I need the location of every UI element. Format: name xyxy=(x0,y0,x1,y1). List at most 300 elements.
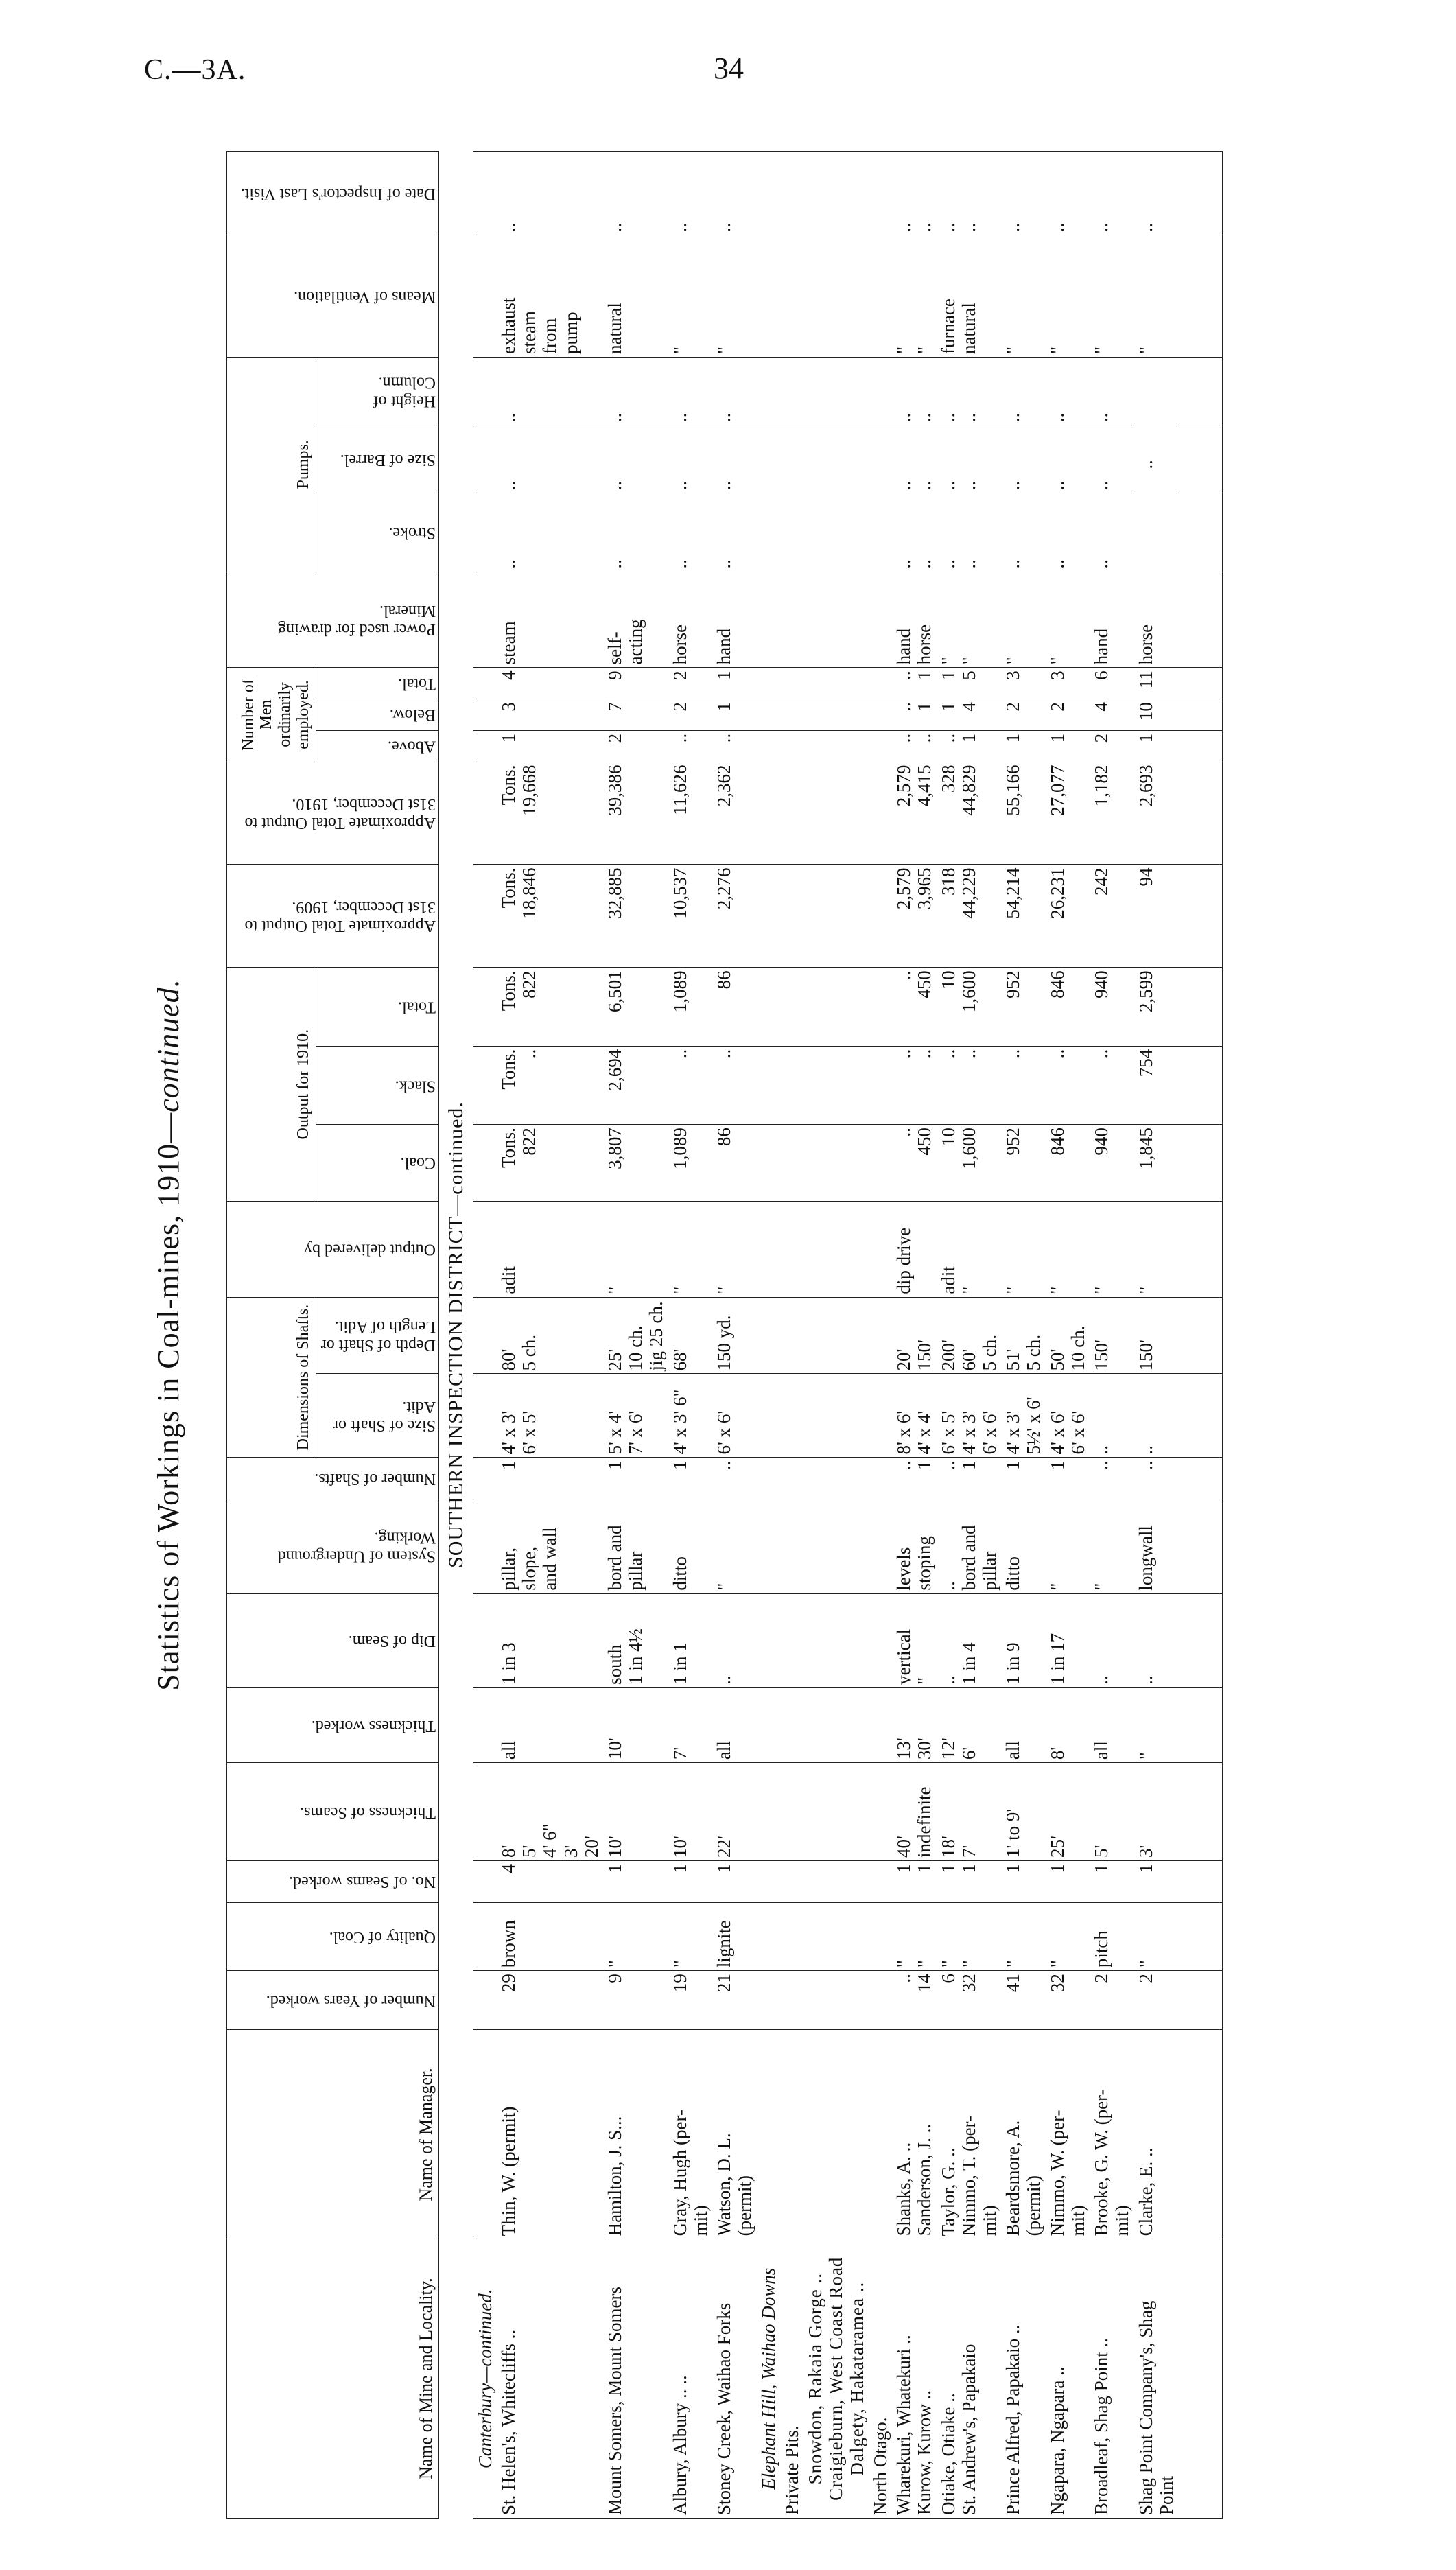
cell-stroke: .. xyxy=(712,493,756,572)
cell-coal: 86 xyxy=(712,1125,756,1202)
cell-quality: " xyxy=(668,1903,712,1971)
cell-depth: 80' 5 ch. xyxy=(497,1297,603,1374)
cell-slack: .. xyxy=(712,1046,756,1124)
cell-delivered: adit xyxy=(497,1201,603,1297)
cell-dip: .. xyxy=(1090,1593,1134,1687)
cell-power: hand xyxy=(712,572,756,668)
cell-stroke: .. xyxy=(1090,493,1134,572)
cell-dip xyxy=(780,1593,803,1687)
header-number-of-shafts: Number of Shafts. xyxy=(227,1458,439,1499)
cell-shafts: .. xyxy=(1090,1458,1134,1499)
cell-slack: .. xyxy=(668,1046,712,1124)
cell-men-total: 11 xyxy=(1134,668,1178,699)
cell-approx-1910: 328 44,829 xyxy=(937,762,1002,865)
cell-coal: 3,807 xyxy=(603,1125,668,1202)
cell-seams: 1 1 xyxy=(937,1861,1002,1903)
cell-ventilation: furnace natural xyxy=(937,235,1002,358)
cell-approx-1909: 10,537 xyxy=(668,865,712,968)
cell-system: " xyxy=(1046,1499,1090,1593)
cell-approx-1909: 26,231 xyxy=(1046,865,1090,968)
cell-delivered: " xyxy=(1046,1201,1090,1297)
cell-slack: .. .. xyxy=(892,1046,936,1124)
cell-approx-1909: 94 xyxy=(1134,865,1178,968)
cell-mine: Stoney Creek, Waihao Forks xyxy=(712,2239,756,2519)
cell-depth: 150 yd. xyxy=(712,1297,756,1374)
cell-manager: Shanks, A. .. Sanderson, J. .. xyxy=(892,2030,936,2239)
cell-approx-1910: 2,693 xyxy=(1134,762,1178,865)
cell-approx-1909: 2,579 3,965 xyxy=(892,865,936,968)
cell-coal: 10 1,600 xyxy=(937,1125,1002,1202)
cell-total: .. 450 xyxy=(892,968,936,1046)
cell-seams: 1 xyxy=(1001,1861,1045,1903)
cell-size: .. xyxy=(1134,1374,1178,1458)
cell-stroke: .. xyxy=(497,493,603,572)
cell-quality: " xyxy=(603,1903,668,1971)
cell-shafts xyxy=(780,1458,803,1499)
cell-delivered: " xyxy=(668,1201,712,1297)
cell-ventilation xyxy=(869,235,892,358)
cell-approx-1910 xyxy=(869,762,892,865)
cell-barrel: .. xyxy=(603,425,668,493)
cell-inspector: .. xyxy=(1090,152,1134,235)
cell-quality xyxy=(780,1903,803,1971)
cell-depth: 50' 10 ch. xyxy=(1046,1297,1090,1374)
cell-shafts: .. 1 xyxy=(892,1458,936,1499)
cell-mine: Prince Alfred, Papakaio .. xyxy=(1001,2239,1045,2519)
cell-men-total: 2 xyxy=(668,668,712,699)
cell-size: 6' x 5' 4' x 3' 6' x 6' xyxy=(937,1374,1002,1458)
cell-system: longwall xyxy=(1134,1499,1178,1593)
cell-men-total: 4 xyxy=(497,668,603,699)
cell-slack: .. xyxy=(1090,1046,1134,1124)
cell-thickness-seams: 1' to 9' xyxy=(1001,1763,1045,1861)
cell-column: .. xyxy=(668,358,712,425)
cell-depth xyxy=(780,1297,803,1374)
header-seams: No. of Seams worked. xyxy=(227,1861,439,1903)
cell-approx-1909: Tons. 18,846 xyxy=(497,865,603,968)
cell-barrel: .. .. xyxy=(937,425,1002,493)
cell-above: 2 xyxy=(603,730,668,762)
cell-manager: Thin, W. (permit) xyxy=(497,2030,603,2239)
header-below: Below. xyxy=(316,699,439,731)
cell-power: self- acting xyxy=(603,572,668,668)
header-men: Number of Men ordinarily employed. xyxy=(227,668,316,762)
header-slack: Slack. xyxy=(316,1046,439,1124)
cell-total: 6,501 xyxy=(603,968,668,1046)
table-row xyxy=(712,152,756,2519)
cell-system: pillar, slope, and wall xyxy=(497,1499,603,1593)
cell-stroke: .. .. xyxy=(892,493,936,572)
cell-thickness-seams: 18' 7' xyxy=(937,1763,1002,1861)
cell-above: 1 xyxy=(497,730,603,762)
cell-total: 846 xyxy=(1046,968,1090,1046)
cell-coal: 846 xyxy=(1046,1125,1090,1202)
cell-inspector: .. xyxy=(1046,152,1090,235)
cell-men-total: 3 xyxy=(1001,668,1045,699)
cell-dip xyxy=(869,1593,892,1687)
cell-thickness-worked: 8' xyxy=(1046,1687,1090,1762)
header-delivered: Output delivered by xyxy=(227,1201,439,1297)
cell-size: 8' x 6' 4' x 4' xyxy=(892,1374,936,1458)
cell-seams: 4 xyxy=(497,1861,603,1903)
cell-size xyxy=(869,1374,892,1458)
header-barrel: Size of Barrel. xyxy=(316,425,439,493)
cell-size: 4' x 3' 6" xyxy=(668,1374,712,1458)
cell-dip: 1 in 1 xyxy=(668,1593,712,1687)
cell-dip: .. 1 in 4 xyxy=(937,1593,1002,1687)
page-number: 34 xyxy=(714,51,744,85)
cell-above: 1 xyxy=(1134,730,1178,762)
cell-seams: 1 xyxy=(668,1861,712,1903)
header-years: Number of Years worked. xyxy=(227,1971,439,2030)
cell-approx-1910: 1,182 xyxy=(1090,762,1134,865)
cell-manager: Watson, D. L. (permit) xyxy=(712,2030,756,2239)
table-row xyxy=(869,152,892,2519)
cell-below: 3 xyxy=(497,699,603,731)
cell-total: 1,089 xyxy=(668,968,712,1046)
cell-seams xyxy=(869,1861,892,1903)
cell-seams: 1 xyxy=(712,1861,756,1903)
cell-below: 1 4 xyxy=(937,699,1002,731)
cell-pumps-electric: .. xyxy=(1134,358,1178,572)
cell-dip: 1 in 9 xyxy=(1001,1593,1045,1687)
cell-manager xyxy=(780,2030,803,2239)
cell-column: .. .. xyxy=(937,358,1002,425)
cell-delivered: " xyxy=(1134,1201,1178,1297)
cell-slack: Tons. .. xyxy=(497,1046,603,1124)
cell-size: 4' x 6' 6' x 6' xyxy=(1046,1374,1090,1458)
cell-mine: Broadleaf, Shag Point .. xyxy=(1090,2239,1134,2519)
cell-total xyxy=(780,968,803,1046)
cell-quality: " " xyxy=(937,1903,1002,1971)
cell-manager xyxy=(869,2030,892,2239)
cell-approx-1910: 2,579 4,415 xyxy=(892,762,936,865)
cell-coal xyxy=(780,1125,803,1202)
cell-barrel: .. .. xyxy=(892,425,936,493)
cell-coal: 940 xyxy=(1090,1125,1134,1202)
cell-ventilation: " xyxy=(1090,235,1134,358)
cell-quality: lignite xyxy=(712,1903,756,1971)
cell-slack xyxy=(780,1046,803,1124)
cell-stroke: .. xyxy=(603,493,668,572)
cell-years: 19 xyxy=(668,1971,712,2030)
cell-below xyxy=(780,699,803,731)
cell-approx-1910: 11,626 xyxy=(668,762,712,865)
cell-mine: Private Pits. xyxy=(780,2239,803,2519)
cell-power: " xyxy=(1001,572,1045,668)
cell-total: 940 xyxy=(1090,968,1134,1046)
cell-ventilation: " xyxy=(1046,235,1090,358)
cell-barrel xyxy=(780,425,803,493)
cell-years: 32 xyxy=(1046,1971,1090,2030)
cell-delivered: adit " xyxy=(937,1201,1002,1297)
cell-coal: 1,089 xyxy=(668,1125,712,1202)
cell-thickness-worked: all xyxy=(1090,1687,1134,1762)
header-inspector-visit: Date of Inspector's Last Visit. xyxy=(227,152,439,235)
cell-delivered: " xyxy=(1001,1201,1045,1297)
cell-column: .. xyxy=(1090,358,1134,425)
cell-years: 6 32 xyxy=(937,1971,1002,2030)
cell-depth: 51' 5 ch. xyxy=(1001,1297,1045,1374)
cell-dip: vertical " xyxy=(892,1593,936,1687)
cell-size: 6' x 6' xyxy=(712,1374,756,1458)
cell-stroke: .. xyxy=(1046,493,1090,572)
cell-inspector: .. xyxy=(1134,152,1178,235)
cell-manager: Taylor, G. .. Nimmo, T. (per- mit) xyxy=(937,2030,1002,2239)
header-quality: Quality of Coal. xyxy=(227,1903,439,1971)
cell-mine: Ngapara, Ngapara .. xyxy=(1046,2239,1090,2519)
cell-seams: 1 xyxy=(1046,1861,1090,1903)
cell-shafts: 1 xyxy=(668,1458,712,1499)
cell-seams: 1 xyxy=(603,1861,668,1903)
cell-ventilation: exhaust steam from pump xyxy=(497,235,603,358)
cell-approx-1909: 242 xyxy=(1090,865,1134,968)
cell-total: Tons. 822 xyxy=(497,968,603,1046)
table-row xyxy=(473,152,497,2519)
cell-stroke xyxy=(869,493,892,572)
cell-thickness-seams: 3' xyxy=(1134,1763,1178,1861)
cell-approx-1909 xyxy=(780,865,803,968)
cell-above: .. xyxy=(668,730,712,762)
table-row xyxy=(668,152,712,2519)
cell-size: 4' x 3' 6' x 5' xyxy=(497,1374,603,1458)
cell-thickness-seams: 5' xyxy=(1090,1763,1134,1861)
cell-inspector: .. xyxy=(497,152,603,235)
cell-slack: 754 xyxy=(1134,1046,1178,1124)
cell-stroke: .. xyxy=(668,493,712,572)
cell-manager: Brooke, G. W. (per- mit) xyxy=(1090,2030,1134,2239)
cell-inspector: .. xyxy=(668,152,712,235)
cell-slack xyxy=(869,1046,892,1124)
cell-barrel xyxy=(869,425,892,493)
cell-barrel: .. xyxy=(1001,425,1045,493)
table-row xyxy=(780,152,803,2519)
cell-coal: .. 450 xyxy=(892,1125,936,1202)
header-stroke: Stroke. xyxy=(316,493,439,572)
cell-manager: Clarke, E. .. xyxy=(1134,2030,1178,2239)
cell-thickness-seams: 10' xyxy=(603,1763,668,1861)
cell-barrel: .. xyxy=(1090,425,1134,493)
cell-thickness-seams: 8' 5' 4' 6" 3' 20' xyxy=(497,1763,603,1861)
cell-depth: 150' xyxy=(1090,1297,1134,1374)
cell-power: horse xyxy=(668,572,712,668)
cell-thickness-seams: 25' xyxy=(1046,1763,1090,1861)
cell-thickness-worked: all xyxy=(497,1687,603,1762)
header-dip: Dip of Seam. xyxy=(227,1593,439,1687)
cell-shafts: 1 xyxy=(1046,1458,1090,1499)
table-row xyxy=(603,152,668,2519)
cell-depth: 200' 60' 5 ch. xyxy=(937,1297,1002,1374)
header-name-locality: Name of Mine and Locality. xyxy=(227,2239,439,2519)
cell-below: 2 xyxy=(1001,699,1045,731)
cell-below: 10 xyxy=(1134,699,1178,731)
cell-delivered: " xyxy=(603,1201,668,1297)
table-body xyxy=(439,152,1223,2519)
cell-mine: Albury, Albury .. .. xyxy=(668,2239,712,2519)
cell-column: .. xyxy=(712,358,756,425)
header-depth: Depth of Shaft or Length of Adit. xyxy=(316,1297,439,1374)
header-above: Above. xyxy=(316,730,439,762)
cell-above: 1 xyxy=(1046,730,1090,762)
cell-delivered: " xyxy=(712,1201,756,1297)
cell-thickness-worked: all xyxy=(712,1687,756,1762)
cell-barrel: .. xyxy=(1046,425,1090,493)
cell-men-total xyxy=(780,668,803,699)
cell-inspector xyxy=(780,152,803,235)
cell-coal xyxy=(869,1125,892,1202)
cell-manager: Nimmo, W. (per- mit) xyxy=(1046,2030,1090,2239)
cell-shafts: 1 xyxy=(1001,1458,1045,1499)
cell-dip: .. xyxy=(712,1593,756,1687)
cell-seams: 1 1 xyxy=(892,1861,936,1903)
cell-power xyxy=(780,572,803,668)
header-thickness-worked: Thickness worked. xyxy=(227,1687,439,1762)
header-ventilation: Means of Ventilation. xyxy=(227,235,439,358)
cell-ventilation: " xyxy=(1001,235,1045,358)
header-power: Power used for drawing Mineral. xyxy=(227,572,439,668)
table-row xyxy=(937,152,1002,2519)
cell-years: 41 xyxy=(1001,1971,1045,2030)
cell-inspector: .. xyxy=(1001,152,1045,235)
title-main: Statistics of Workings in Coal-mines, 1910— xyxy=(152,1112,185,1691)
cell-system xyxy=(780,1499,803,1593)
cell-below: 2 xyxy=(668,699,712,731)
cell-delivered: " xyxy=(1090,1201,1134,1297)
cell-system: " xyxy=(1090,1499,1134,1593)
cell-years: 2 xyxy=(1134,1971,1178,2030)
table-row xyxy=(1001,152,1045,2519)
cell-mine: St. Helen's, Whitecliffs .. xyxy=(497,2239,603,2519)
cell-depth: 25' 10 ch. jig 25 ch. xyxy=(603,1297,668,1374)
table-row xyxy=(892,152,936,2519)
cell-dip: 1 in 17 xyxy=(1046,1593,1090,1687)
cell-years: 29 xyxy=(497,1971,603,2030)
cell-thickness-worked xyxy=(869,1687,892,1762)
cell-column: .. xyxy=(1001,358,1045,425)
cell-years xyxy=(869,1971,892,2030)
cell-shafts: 1 xyxy=(603,1458,668,1499)
cell-approx-1909: 54,214 xyxy=(1001,865,1045,968)
cell-dip: south 1 in 4½ xyxy=(603,1593,668,1687)
cell-approx-1910: 27,077 xyxy=(1046,762,1090,865)
cell-inspector: .. .. xyxy=(892,152,936,235)
header-approx-1909: Approximate Total Output to 31st December, 1909. xyxy=(227,865,439,968)
cell-mine: Mount Somers, Mount Somers xyxy=(603,2239,668,2519)
cell-power xyxy=(869,572,892,668)
header-total: Total. xyxy=(316,968,439,1046)
cell-approx-1910: 39,386 xyxy=(603,762,668,865)
cell-men-total: 1 5 xyxy=(937,668,1002,699)
cell-column: .. xyxy=(497,358,603,425)
cell-years: .. 14 xyxy=(892,1971,936,2030)
table-row xyxy=(1134,152,1178,2519)
header-coal: Coal. xyxy=(316,1125,439,1202)
cell-power: " xyxy=(1046,572,1090,668)
header-men-total: Total. xyxy=(316,668,439,699)
cell-seams: 1 xyxy=(1090,1861,1134,1903)
section-heading: SOUTHERN INSPECTION DISTRICT—continued. xyxy=(445,1101,467,1568)
cell-ventilation: " xyxy=(712,235,756,358)
cell-thickness-seams: 40' indefinite xyxy=(892,1763,936,1861)
cell-column: .. xyxy=(1046,358,1090,425)
cell-coal: 952 xyxy=(1001,1125,1045,1202)
cell-size: 5' x 4' 7' x 6' xyxy=(603,1374,668,1458)
cell-seams xyxy=(780,1861,803,1903)
cell-approx-1909 xyxy=(869,865,892,968)
cell-mine: Shag Point Company's, Shag Point xyxy=(1134,2239,1178,2519)
cell-barrel: .. xyxy=(668,425,712,493)
cell-thickness-worked: 13' 30' xyxy=(892,1687,936,1762)
cell-system: ditto xyxy=(1001,1499,1045,1593)
cell-system: .. bord and pillar xyxy=(937,1499,1002,1593)
cell-column: .. .. xyxy=(892,358,936,425)
cell-thickness-worked: " xyxy=(1134,1687,1178,1762)
cell-below: 2 xyxy=(1046,699,1090,731)
cell-total: 86 xyxy=(712,968,756,1046)
header-pumps: Pumps. xyxy=(227,358,316,572)
cell-thickness-worked: 7' xyxy=(668,1687,712,1762)
cell-above xyxy=(869,730,892,762)
cell-above: .. 1 xyxy=(937,730,1002,762)
cell-shafts: .. xyxy=(1134,1458,1178,1499)
header-dimensions: Dimensions of Shafts. xyxy=(227,1297,316,1458)
cell-manager: Beardsmore, A. (permit) xyxy=(1001,2030,1045,2239)
cell-thickness-worked xyxy=(780,1687,803,1762)
header-system: System of Underground Working. xyxy=(227,1499,439,1593)
cell-coal: 1,845 xyxy=(1134,1125,1178,1202)
cell-thickness-worked: 10' xyxy=(603,1687,668,1762)
cell-below xyxy=(869,699,892,731)
cell-barrel: .. xyxy=(497,425,603,493)
cell-men-total xyxy=(869,668,892,699)
cell-size xyxy=(780,1374,803,1458)
cell-size: .. xyxy=(1090,1374,1134,1458)
subheading-private-pits: Elephant Hill, Waihao Downs xyxy=(757,2239,780,2519)
cell-ventilation xyxy=(780,235,803,358)
cell-barrel: .. xyxy=(712,425,756,493)
cell-approx-1909: 2,276 xyxy=(712,865,756,968)
cell-approx-1910: 2,362 xyxy=(712,762,756,865)
cell-dip: .. xyxy=(1134,1593,1178,1687)
cell-below: .. 1 xyxy=(892,699,936,731)
cell-above: 2 xyxy=(1090,730,1134,762)
cell-approx-1909: 32,885 xyxy=(603,865,668,968)
table-title xyxy=(151,151,186,2519)
cell-thickness-seams xyxy=(780,1763,803,1861)
coal-mines-table xyxy=(226,151,1223,2519)
cell-mine: Otiake, Otiake .. St. Andrew's, Papakaio xyxy=(937,2239,1002,2519)
table-row xyxy=(497,152,603,2519)
cell-quality xyxy=(869,1903,892,1971)
cell-thickness-seams: 10' xyxy=(668,1763,712,1861)
cell-power: " " xyxy=(937,572,1002,668)
cell-above: 1 xyxy=(1001,730,1045,762)
cell-depth: 68' xyxy=(668,1297,712,1374)
header-size: Size of Shaft or Adit. xyxy=(316,1374,439,1458)
title-continued: continued. xyxy=(152,979,185,1112)
cell-below: 7 xyxy=(603,699,668,731)
cell-stroke: .. .. xyxy=(937,493,1002,572)
cell-approx-1910 xyxy=(780,762,803,865)
cell-total: 952 xyxy=(1001,968,1045,1046)
table-row xyxy=(757,152,780,2519)
cell-shafts xyxy=(869,1458,892,1499)
cell-quality: " " xyxy=(892,1903,936,1971)
cell-depth: 20' 150' xyxy=(892,1297,936,1374)
cell-slack: 2,694 xyxy=(603,1046,668,1124)
cell-slack: .. .. xyxy=(937,1046,1002,1124)
cell-manager: Hamilton, J. S... xyxy=(603,2030,668,2239)
